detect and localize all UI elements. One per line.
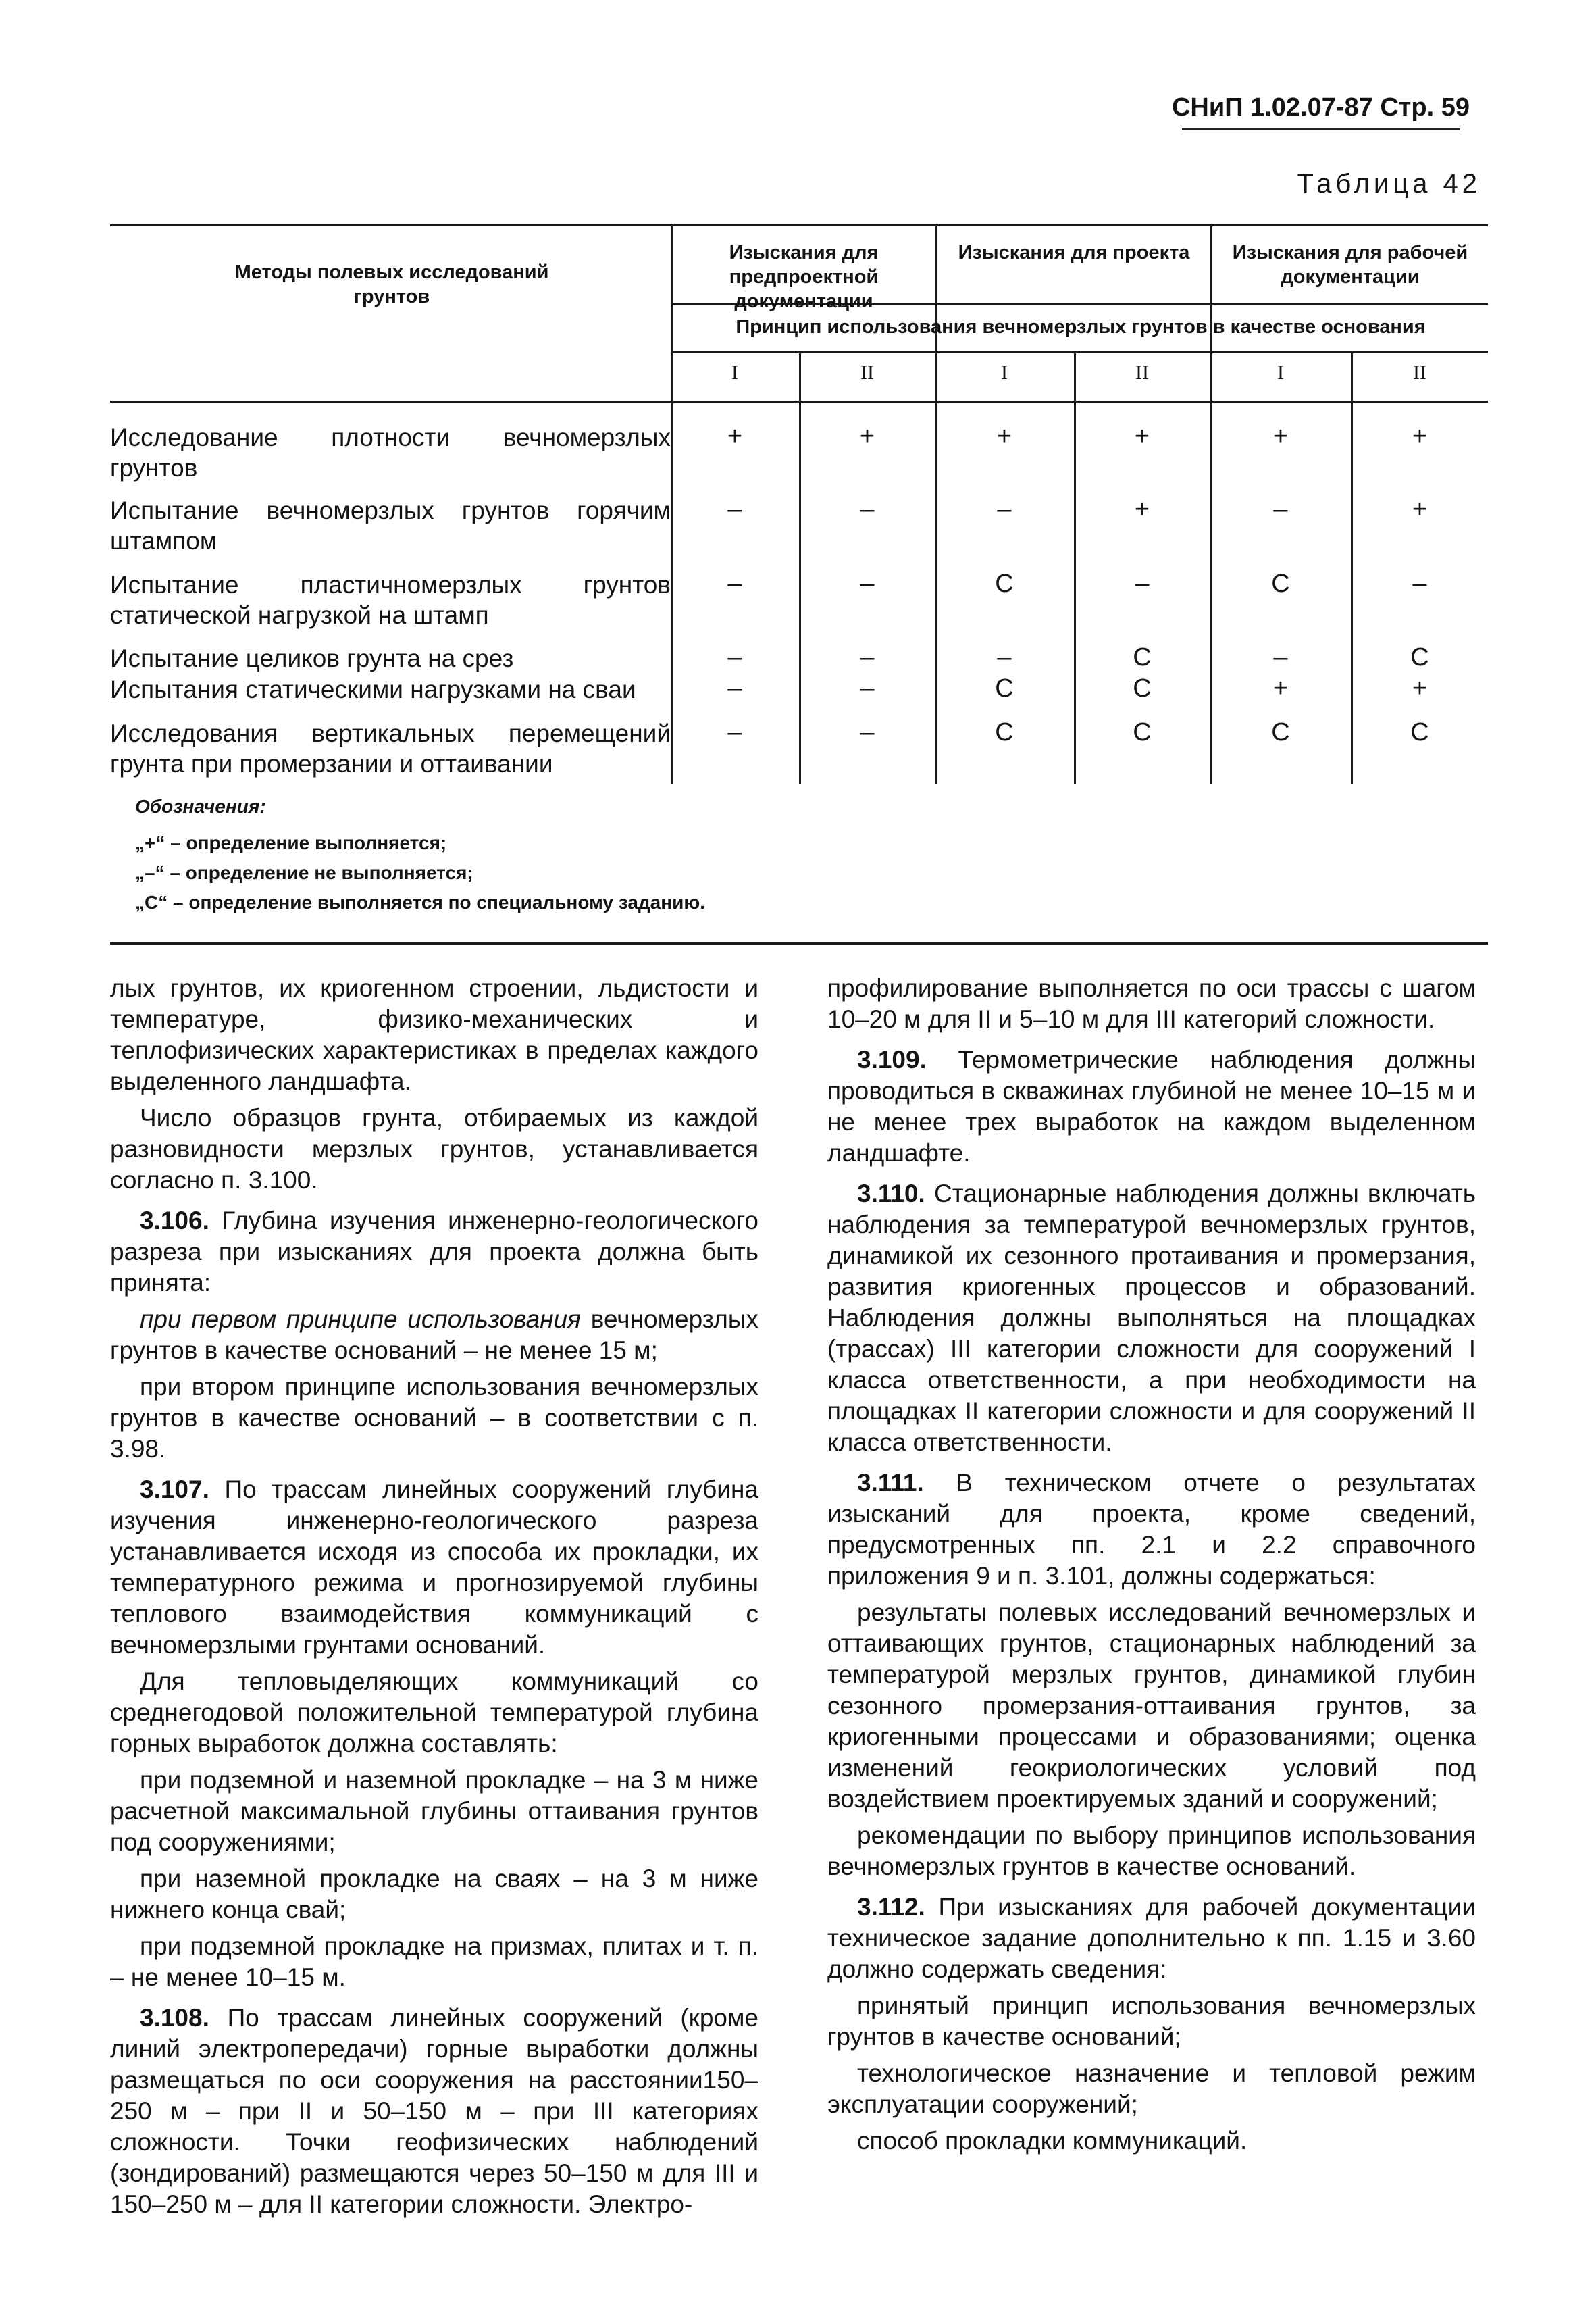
section-number: 3.107. xyxy=(140,1476,209,1503)
table-cell: С xyxy=(1133,718,1152,747)
table-cell: + xyxy=(1412,674,1428,703)
col-divider xyxy=(1210,224,1212,784)
legend-title: Обозначения: xyxy=(135,796,266,817)
col-divider xyxy=(1351,351,1353,784)
table-cell: – xyxy=(1135,570,1150,598)
paragraph: при втором принципе использования вечномерзлых грунтов в качестве оснований – в соответствии с п. 3.98. xyxy=(110,1373,758,1463)
table-cell: – xyxy=(727,570,742,598)
section-number: 3.106. xyxy=(140,1207,209,1234)
table-cell: – xyxy=(727,674,742,703)
table-caption: Таблица 42 xyxy=(1297,169,1481,199)
table-row-label: Испытание целиков грунта на срез xyxy=(110,645,514,672)
left-text-column xyxy=(110,973,758,2225)
paragraph: способ прокладки коммуникаций. xyxy=(857,2127,1247,2155)
section-number: 3.108. xyxy=(140,2004,209,2032)
table-cell: С xyxy=(1271,570,1290,598)
col-divider xyxy=(935,224,937,784)
table-cell: С xyxy=(1133,674,1152,703)
col-divider xyxy=(671,224,673,784)
table-cell: – xyxy=(1273,643,1288,672)
paragraph: 3.108. По трассам линейных сооружений (кроме линий электропередачи) горные выработки должны размещаться по оси сооружения на расстоянии150–250 м – при II и 50–150 м – при III категориях сложности. Точки геофизических наблюдений (зондирований) размещаются через 50–150 м для III и 150–250 м – для II категории сложности. Электро- xyxy=(110,2004,758,2218)
principle-roman: II xyxy=(1413,361,1426,384)
paragraph: при наземной прокладке на сваях – на 3 м ниже нижнего конца свай; xyxy=(110,1865,758,1923)
table-row-label: Исследование плотности вечномерзлых грунтов xyxy=(110,424,671,482)
table-cell: + xyxy=(727,422,743,451)
table-cell: С xyxy=(1133,643,1152,672)
paragraph: 3.110. Стационарные наблюдения должны включать наблюдения за температурой вечномерзлых грунтов, динамикой их сезонного протаивания и промерзания, развития криогенных процессов и образований. Наблюдения должны выполняться на площадках (трассах) III категории сложности для сооружений I класса ответственности, а при необходимости на площадках II категории сложности и для сооружений II класса ответственности. xyxy=(827,1180,1476,1456)
table-cell: – xyxy=(860,570,875,598)
col-divider xyxy=(1074,351,1076,784)
table-row-label: Испытание пластичномерзлых грунтов статической нагрузкой на штамп xyxy=(110,571,671,629)
table-cell: – xyxy=(727,643,742,672)
paragraph: Для тепловыделяющих коммуникаций со среднегодовой положительной температурой глубина горных выработок должна составлять: xyxy=(110,1667,758,1757)
section-number: 3.112. xyxy=(857,1893,925,1921)
table-cell: – xyxy=(727,495,742,524)
paragraph: 3.106. Глубина изучения инженерно-геологического разреза при изысканиях для проекта должна быть принята: xyxy=(110,1207,758,1297)
table-cell: + xyxy=(1272,422,1289,451)
table-cell: + xyxy=(1272,674,1289,703)
paragraph: технологическое назначение и тепловой режим эксплуатации сооружений; xyxy=(827,2059,1476,2118)
paragraph: лых грунтов, их криогенном строении, льдистости и температуре, физико-механических и теплофизических характеристиках в пределах каждого выделенного ландшафта. xyxy=(110,974,758,1095)
paragraph: Число образцов грунта, отбираемых из каждой разновидности мерзлых грунтов, устанавливается согласно п. 3.100. xyxy=(110,1104,758,1194)
table-cell: – xyxy=(997,643,1012,672)
method-column-header: Методы полевых исследований грунтов xyxy=(234,261,549,307)
paragraph: при подземной и наземной прокладке – на 3 м ниже расчетной максимальной глубины оттаивания грунтов под сооружениями; xyxy=(110,1766,758,1856)
legend-item: „С“ – определение выполняется по специальному заданию. xyxy=(135,892,706,913)
principle-header: Принцип использования вечномерзлых грунтов в качестве основания xyxy=(736,316,1426,338)
right-text-column xyxy=(827,973,1476,2162)
table-cell: + xyxy=(1412,495,1428,524)
paragraph: 3.107. По трассам линейных сооружений глубина изучения инженерно-геологического разреза устанавливается исходя из способа их прокладки, их температурного режима и прогнозируемой глубины теплового взаимодействия коммуникаций с вечномерзлыми грунтами оснований. xyxy=(110,1476,758,1659)
table-cell: + xyxy=(1134,422,1150,451)
paragraph: 3.109. Термометрические наблюдения должны проводиться в скважинах глубиной не менее 10–15 м и не менее трех выработок на каждом выделенном ландшафте. xyxy=(827,1046,1476,1167)
table-cell: – xyxy=(860,718,875,747)
principle-roman: II xyxy=(860,361,874,384)
table-cell: – xyxy=(860,495,875,524)
table-cell: С xyxy=(1410,718,1429,747)
principle-roman: I xyxy=(1001,361,1008,384)
table-row-label: Испытание вечномерзлых грунтов горячим штампом xyxy=(110,497,671,555)
table-row-label: Испытания статическими нагрузками на сваи xyxy=(110,676,636,703)
paragraph: при подземной прокладке на призмах, плитах и т. п. – не менее 10–15 м. xyxy=(110,1932,758,1991)
legend-item: „+“ – определение выполняется; xyxy=(135,832,447,853)
col-divider xyxy=(799,351,801,784)
table-top-rule xyxy=(110,224,1488,226)
header-underline xyxy=(1182,128,1460,130)
section-number: 3.110. xyxy=(857,1180,925,1207)
table-cell: С xyxy=(1410,643,1429,672)
section-number: 3.111. xyxy=(857,1469,924,1496)
section-number: 3.109. xyxy=(857,1046,927,1074)
paragraph: при первом принципе использования вечномерзлых грунтов в качестве оснований – не менее 15 м; xyxy=(110,1305,758,1364)
group-header-preproject: Изыскания для предпроектной документации xyxy=(729,242,879,312)
table-cell: + xyxy=(1412,422,1428,451)
paragraph: принятый принцип использования вечномерзлых грунтов в качестве оснований; xyxy=(827,1992,1476,2051)
table-cell: – xyxy=(727,718,742,747)
paragraph: рекомендации по выбору принципов использования вечномерзлых грунтов в качестве оснований. xyxy=(827,1821,1476,1880)
paragraph: результаты полевых исследований вечномерзлых и оттаивающих грунтов, стационарных наблюдений за температурой мерзлых грунтов, динамикой глубин сезонного промерзания-оттаивания грунтов, за криогенными процессами и образованиями; оценка изменений геокриологических условий под воздействием проектируемых зданий и сооружений; xyxy=(827,1599,1476,1813)
group-header-working: Изыскания для рабочей документации xyxy=(1232,242,1468,288)
table-cell: С xyxy=(1271,718,1290,747)
principle-rule xyxy=(671,351,1488,353)
table-cell: – xyxy=(997,495,1012,524)
table-cell: С xyxy=(995,674,1014,703)
italic-phrase: при первом принципе использования xyxy=(140,1305,581,1333)
table-cell: – xyxy=(1412,570,1427,598)
table-cell: – xyxy=(860,674,875,703)
running-header: СНиП 1.02.07-87 Стр. 59 xyxy=(1171,93,1470,122)
table-row-label: Исследования вертикальных перемещений грунта при промерзании и оттаивании xyxy=(110,720,671,778)
principle-roman: I xyxy=(1277,361,1284,384)
legend-item: „–“ – определение не выполняется; xyxy=(135,862,473,883)
table-cell: + xyxy=(859,422,875,451)
table-cell: – xyxy=(860,643,875,672)
table-cell: + xyxy=(996,422,1012,451)
table-end-rule xyxy=(110,942,1488,945)
paragraph: 3.111. В техническом отчете о результатах изысканий для проекта, кроме сведений, предусмотренных пп. 2.1 и 2.2 справочного приложения 9 и п. 3.101, должны содержаться: xyxy=(827,1469,1476,1590)
paragraph: профилирование выполняется по оси трассы с шагом 10–20 м для II и 5–10 м для III категорий сложности. xyxy=(827,974,1476,1033)
principle-roman: I xyxy=(731,361,738,384)
table-cell: + xyxy=(1134,495,1150,524)
principle-roman: II xyxy=(1135,361,1149,384)
paragraph: 3.112. При изысканиях для рабочей документации техническое задание дополнительно к пп. 1.15 и 3.60 должно содержать сведения: xyxy=(827,1893,1476,1983)
table-cell: С xyxy=(995,718,1014,747)
table-cell: С xyxy=(995,570,1014,598)
group-header-project: Изыскания для проекта xyxy=(958,242,1190,263)
table-cell: – xyxy=(1273,495,1288,524)
